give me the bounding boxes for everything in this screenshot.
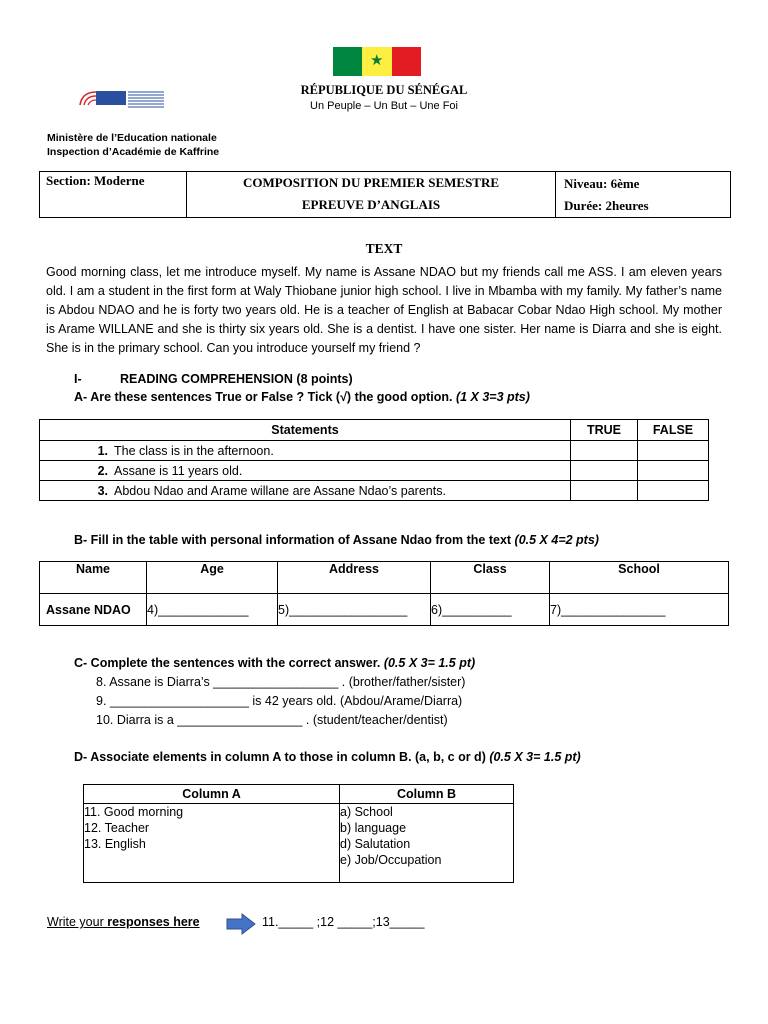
true-tick-cell[interactable] <box>571 441 638 461</box>
responses-instruction: Write your responses here <box>47 915 200 929</box>
part-a-label: A- Are these sentences True or False ? Tick (√) the good option. <box>74 390 456 404</box>
list-item: e) Job/Occupation <box>340 853 442 867</box>
reading-text: Good morning class, let me introduce myself. My name is Assane NDAO but my friends call me ASS. I am eleven years old. I am a student in the first form at Waly Thiobane junior high school. I live in Mbamba with my family. My father’s name is Abdou NDAO and he is forty two years old. He is a teacher of English at Babacar Cobar Ndao High school. My mother is Arame WILLANE and she is thirty six years old. She is a dentist. I have one sister. Her name is Diarra and she is eight. She is in the primary school. Can you introduce yourself my friend ? <box>46 265 722 355</box>
part-c-instruction <box>74 656 475 670</box>
exam-header-table <box>39 171 731 218</box>
class-header: Class <box>431 562 550 594</box>
column-b-header: Column B <box>340 785 514 804</box>
sentence-10[interactable]: 10. Diarra is a __________________ . (student/teacher/dentist) <box>96 713 448 727</box>
sentence-8[interactable]: 8. Assane is Diarra’s __________________ . (brother/father/sister) <box>96 675 466 689</box>
column-b-cell <box>340 804 514 883</box>
senegal-flag <box>333 47 421 76</box>
false-tick-cell[interactable] <box>638 441 709 461</box>
false-tick-cell[interactable] <box>638 481 709 501</box>
table-row <box>84 804 514 883</box>
true-tick-cell[interactable] <box>571 481 638 501</box>
exam-title-1: COMPOSITION DU PREMIER SEMESTRE <box>242 175 500 190</box>
address-header: Address <box>278 562 431 594</box>
column-a-header: Column A <box>84 785 340 804</box>
section-cell: Section: Moderne <box>40 172 187 218</box>
age-blank[interactable]: 4)_____________ <box>147 594 278 626</box>
part-a-points: (1 X 3=3 pts) <box>455 390 530 404</box>
table-row <box>40 461 709 481</box>
list-item: 13. English <box>84 837 146 851</box>
national-motto: Un Peuple – Un But – Une Foi <box>310 100 458 112</box>
statements-header: Statements <box>40 420 571 441</box>
true-false-table <box>39 419 709 501</box>
name-header: Name <box>40 562 147 594</box>
part-d-label: D- Associate elements in column A to those in column B. (a, b, c or d) <box>74 750 490 764</box>
age-header: Age <box>147 562 278 594</box>
statement-cell: 3. Abdou Ndao and Arame willane are Assane Ndao’s parents. <box>40 481 571 501</box>
ministry-logo-icon <box>78 89 166 111</box>
class-blank[interactable]: 6)__________ <box>431 594 550 626</box>
name-cell: Assane NDAO <box>40 594 147 626</box>
false-header: FALSE <box>638 420 709 441</box>
table-row <box>40 481 709 501</box>
inspection-name: Inspection d’Académie de Kaffrine <box>47 146 220 158</box>
list-item: b) language <box>340 821 407 835</box>
column-a-cell <box>84 804 340 883</box>
list-item: d) Salutation <box>340 837 411 851</box>
exam-level: Niveau: 6ème <box>564 176 640 191</box>
statement-cell: 2. Assane is 11 years old. <box>40 461 571 481</box>
part-a-instruction <box>74 390 530 404</box>
star-icon: ★ <box>370 52 384 69</box>
part-b-instruction <box>74 533 599 547</box>
section-1-title: READING COMPREHENSION (8 points) <box>120 372 353 386</box>
part-c-points: (0.5 X 3= 1.5 pt) <box>383 656 476 670</box>
matching-table <box>83 784 514 883</box>
school-blank[interactable]: 7)_______________ <box>550 594 729 626</box>
true-header: TRUE <box>571 420 638 441</box>
part-c-label: C- Complete the sentences with the correct answer. <box>74 656 384 670</box>
list-item: 11. Good morning <box>84 805 184 819</box>
statement-cell: 1. The class is in the afternoon. <box>40 441 571 461</box>
section-1-heading <box>74 372 353 386</box>
sentence-9[interactable]: 9. ____________________ is 42 years old. (Abdou/Arame/Diarra) <box>96 694 463 708</box>
list-item: 12. Teacher <box>84 821 150 835</box>
true-tick-cell[interactable] <box>571 461 638 481</box>
table-row <box>40 441 709 461</box>
text-title: TEXT <box>365 241 403 256</box>
personal-info-table <box>39 561 729 626</box>
level-duration-cell <box>556 172 731 218</box>
section-1-number: I- <box>74 372 82 386</box>
part-b-label: B- Fill in the table with personal information of Assane Ndao from the text <box>74 533 515 547</box>
responses-answer-line[interactable]: 11._____ ;12 _____;13_____ <box>262 915 425 929</box>
ministry-name: Ministère de l’Education nationale <box>47 132 217 144</box>
exam-title-cell <box>187 172 556 218</box>
country-name: RÉPUBLIQUE DU SÉNÉGAL <box>300 83 468 97</box>
part-d-instruction <box>74 750 581 764</box>
part-b-points: (0.5 X 4=2 pts) <box>514 533 599 547</box>
school-header: School <box>550 562 729 594</box>
exam-duration: Durée: 2heures <box>564 198 649 213</box>
part-d-points: (0.5 X 3= 1.5 pt) <box>489 750 581 764</box>
list-item: a) School <box>340 805 393 819</box>
exam-title-2: EPREUVE D’ANGLAIS <box>301 197 441 212</box>
table-row <box>40 594 729 626</box>
false-tick-cell[interactable] <box>638 461 709 481</box>
arrow-right-icon <box>226 913 256 935</box>
address-blank[interactable]: 5)_________________ <box>278 594 431 626</box>
